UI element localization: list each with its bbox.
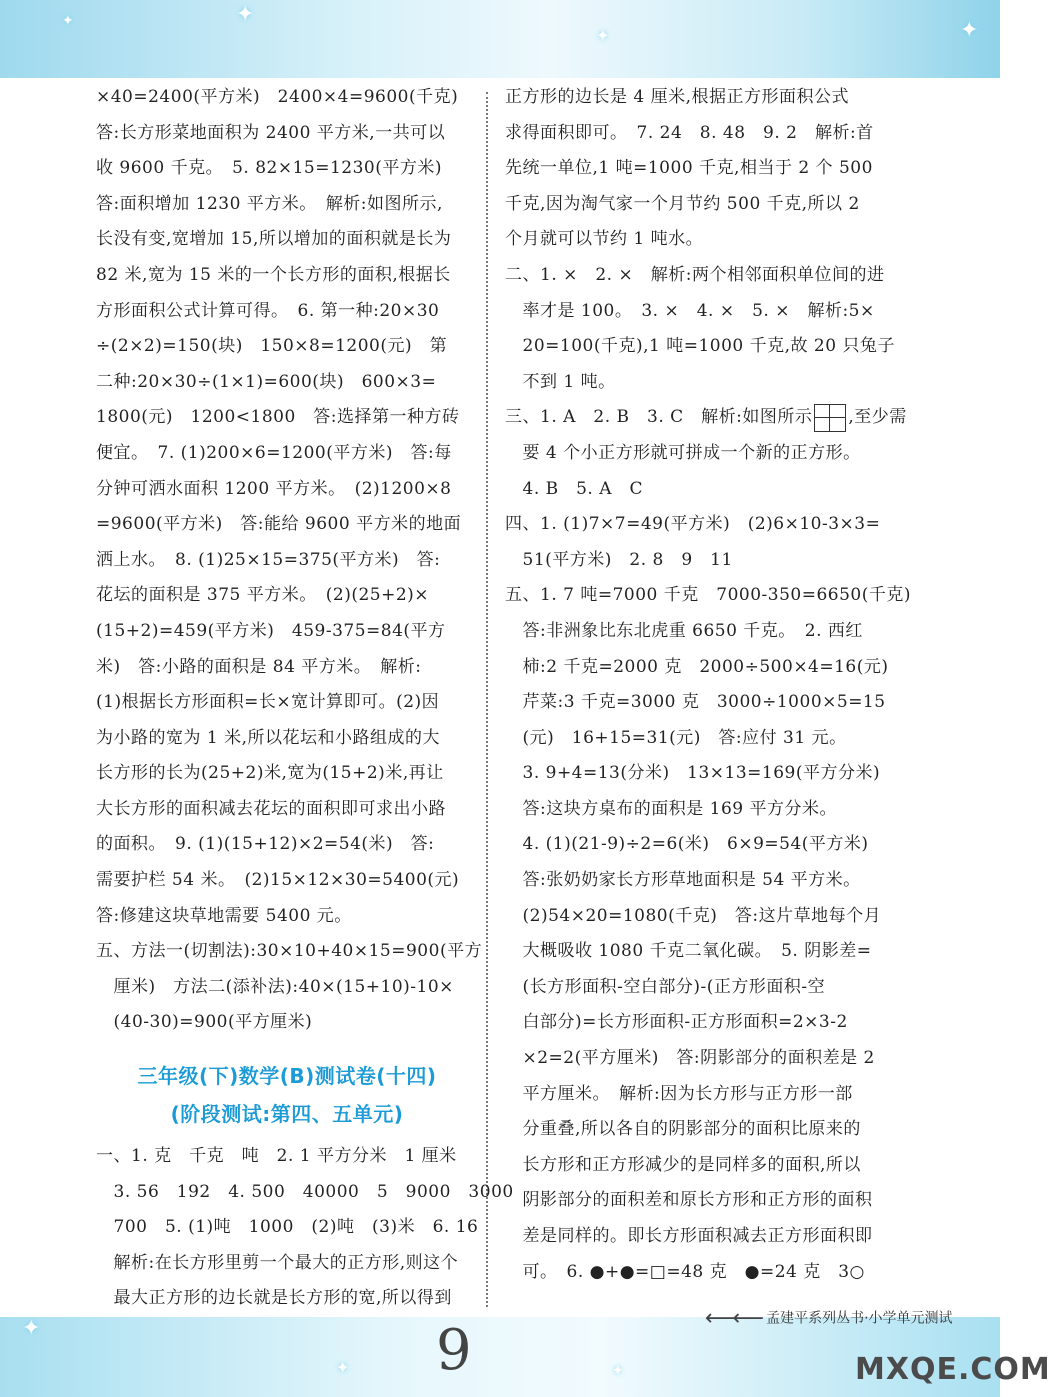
text-line: ×40=2400(平方米) 2400×4=9600(千克) (96, 87, 459, 107)
text-line: 柿:2 千克=2000 克 2000÷500×4=16(元) (505, 656, 889, 677)
text-line: 芹菜:3 千克=3000 克 3000÷1000×5=15 (505, 692, 886, 713)
text-line: ×2=2(平方厘米) 答:阴影部分的面积差是 2 (505, 1048, 875, 1069)
text-line: 答:修建这块草地需要 5400 元。 (96, 905, 352, 926)
text-line: 白部分)=长方形面积-正方形面积=2×3-2 (505, 1012, 848, 1033)
sparkle-icon: ✦ (236, 2, 255, 27)
text-line: (长方形面积-空白部分)-(正方形面积-空 (505, 976, 826, 997)
footer-series (705, 1306, 953, 1331)
text-line: 个月就可以节约 1 吨水。 (505, 229, 704, 250)
text-line: (元) 16+15=31(元) 答:应付 31 元。 (505, 727, 847, 748)
text-line: 答:这块方桌布的面积是 169 平方分米。 (505, 798, 837, 819)
sparkle-icon: ✦ (960, 18, 979, 43)
text-line: 便宜。 7. (1)200×6=1200(平方米) 答:每 (96, 442, 452, 463)
text-line: (1)根据长方形面积=长×宽计算即可。(2)因 (96, 692, 440, 713)
text-line: ,至少需 (848, 407, 907, 428)
text-line: 要 4 个小正方形就可拼成一个新的正方形。 (505, 442, 861, 463)
text-line: 收 9600 千克。 5. 82×15=1230(平方米) (96, 158, 442, 179)
text-line: 三、1. A 2. B 3. C 解析:如图所示 (505, 407, 813, 428)
text-line: 洒上水。 8. (1)25×15=375(平方米) 答: (96, 549, 441, 570)
text-line: 答:非洲象比东北虎重 6650 千克。 2. 西红 (505, 620, 863, 641)
answer-block-4 (505, 436, 911, 1290)
right-column (505, 80, 911, 1290)
text-line: 分钟可洒水面积 1200 平方米。 (2)1200×8 (96, 478, 452, 499)
answer-block-3 (505, 80, 907, 400)
text-line: 五、方法一(切割法):30×10+40×15=900(平方 (96, 941, 483, 962)
text-line: 五、1. 7 吨=7000 千克 7000-350=6650(千克) (505, 585, 911, 606)
text-line: 20=100(千克),1 吨=1000 千克,故 20 只兔子 (505, 336, 895, 357)
top-decorative-band (0, 0, 1000, 78)
text-line: 大长方形的面积减去花坛的面积即可求出小路 (96, 798, 446, 819)
text-line: (40-30)=900(平方厘米) (96, 1012, 313, 1033)
text-line: 分重叠,所以各自的阴影部分的面积比原来的 (505, 1119, 861, 1140)
left-column (96, 80, 514, 1317)
text-line: 不到 1 吨。 (505, 371, 616, 392)
text-line: 四、1. (1)7×7=49(平方米) (2)6×10-3×3= (505, 514, 881, 535)
text-line: 答:张奶奶家长方形草地面积是 54 平方米。 (505, 870, 861, 891)
column-divider (486, 92, 488, 1307)
text-line: 千克,因为淘气家一个月节约 500 千克,所以 2 (505, 193, 860, 214)
answer-block-1 (96, 80, 483, 1041)
section-subtitle: (阶段测试:第四、五单元) (170, 1102, 404, 1127)
text-line: ÷(2×2)=150(块) 150×8=1200(元) 第 (96, 336, 448, 357)
section-title: 三年级(下)数学(B)测试卷(十四) (137, 1064, 437, 1089)
text-line: 二、1. × 2. × 解析:两个相邻面积单位间的进 (505, 264, 885, 285)
text-line-with-figure (505, 400, 907, 436)
text-line: 方形面积公式计算可得。 6. 第一种:20×30 (96, 300, 440, 321)
series-label: 孟建平系列丛书·小学单元测试 (766, 1310, 953, 1327)
watermark: MXQE.COM (855, 1352, 1051, 1387)
text-line: 为小路的宽为 1 米,所以花坛和小路组成的大 (96, 727, 441, 748)
text-line: 厘米) 方法二(添补法):40×(15+10)-10× (96, 976, 454, 997)
sparkle-icon: ✦ (336, 1358, 350, 1377)
sparkle-icon: ✦ (22, 1316, 41, 1341)
text-line: 正方形的边长是 4 厘米,根据正方形面积公式 (505, 87, 850, 107)
text-line: 长没有变,宽增加 15,所以增加的面积就是长为 (96, 229, 452, 250)
text-line: (2)54×20=1080(千克) 答:这片草地每个月 (505, 905, 882, 926)
text-line: 求得面积即可。 7. 24 8. 48 9. 2 解析:首 (505, 122, 874, 143)
grid-figure-icon (814, 404, 846, 432)
text-line: 82 米,宽为 15 米的一个长方形的面积,根据长 (96, 264, 451, 285)
sparkle-icon: ✦ (612, 1363, 624, 1379)
text-line: 可。 6. ●+●=□=48 克 ●=24 克 3○ (505, 1261, 865, 1282)
text-line: 长方形的长为(25+2)米,宽为(15+2)米,再让 (96, 763, 444, 784)
text-line: 率才是 100。 3. × 4. × 5. × 解析:5× (505, 300, 875, 321)
text-line: 3. 56 192 4. 500 40000 5 9000 3000 (96, 1181, 514, 1202)
text-line: 先统一单位,1 吨=1000 千克,相当于 2 个 500 (505, 158, 873, 179)
text-line: (15+2)=459(平方米) 459-375=84(平方 (96, 620, 446, 641)
text-line: 4. B 5. A C (505, 478, 644, 499)
text-line: 3. 9+4=13(分米) 13×13=169(平方分米) (505, 763, 881, 784)
page-number: 9 (436, 1318, 472, 1383)
text-line: 最大正方形的边长就是长方形的宽,所以得到 (96, 1288, 452, 1309)
text-line: =9600(平方米) 答:能给 9600 平方米的地面 (96, 514, 462, 535)
sparkle-icon: ✦ (62, 13, 74, 29)
text-line: 答:面积增加 1230 平方米。 解析:如图所示, (96, 193, 443, 214)
text-line: 51(平方米) 2. 8 9 11 (505, 549, 733, 570)
text-line: 长方形和正方形减少的是同样多的面积,所以 (505, 1154, 861, 1175)
text-line: 花坛的面积是 375 平方米。 (2)(25+2)× (96, 585, 430, 606)
text-line: 大概吸收 1080 千克二氧化碳。 5. 阴影差= (505, 941, 872, 962)
arrow-icon: ⟵⟵ (705, 1306, 761, 1331)
text-line: 答:长方形菜地面积为 2400 平方米,一共可以 (96, 122, 446, 143)
answer-block-2 (96, 1139, 514, 1317)
text-line: 需要护栏 54 米。 (2)15×12×30=5400(元) (96, 870, 460, 891)
text-line: 米) 答:小路的面积是 84 平方米。 解析: (96, 656, 422, 677)
text-line: 差是同样的。即长方形面积减去正方形面积即 (505, 1226, 873, 1246)
text-line: 一、1. 克 千克 吨 2. 1 平方分米 1 厘米 (96, 1146, 457, 1167)
text-line: 二种:20×30÷(1×1)=600(块) 600×3= (96, 371, 437, 392)
sparkle-icon: ✦ (596, 26, 610, 45)
text-line: 4. (1)(21-9)÷2=6(米) 6×9=54(平方米) (505, 834, 869, 855)
text-line: 的面积。 9. (1)(15+12)×2=54(米) 答: (96, 834, 435, 855)
text-line: 阴影部分的面积差和原长方形和正方形的面积 (505, 1190, 873, 1211)
section-heading (96, 1057, 478, 1133)
text-line: 平方厘米。 解析:因为长方形与正方形一部 (505, 1083, 853, 1104)
text-line: 700 5. (1)吨 1000 (2)吨 (3)米 6. 16 (96, 1217, 479, 1238)
text-line: 解析:在长方形里剪一个最大的正方形,则这个 (96, 1252, 459, 1273)
text-line: 1800(元) 1200<1800 答:选择第一种方砖 (96, 407, 460, 428)
